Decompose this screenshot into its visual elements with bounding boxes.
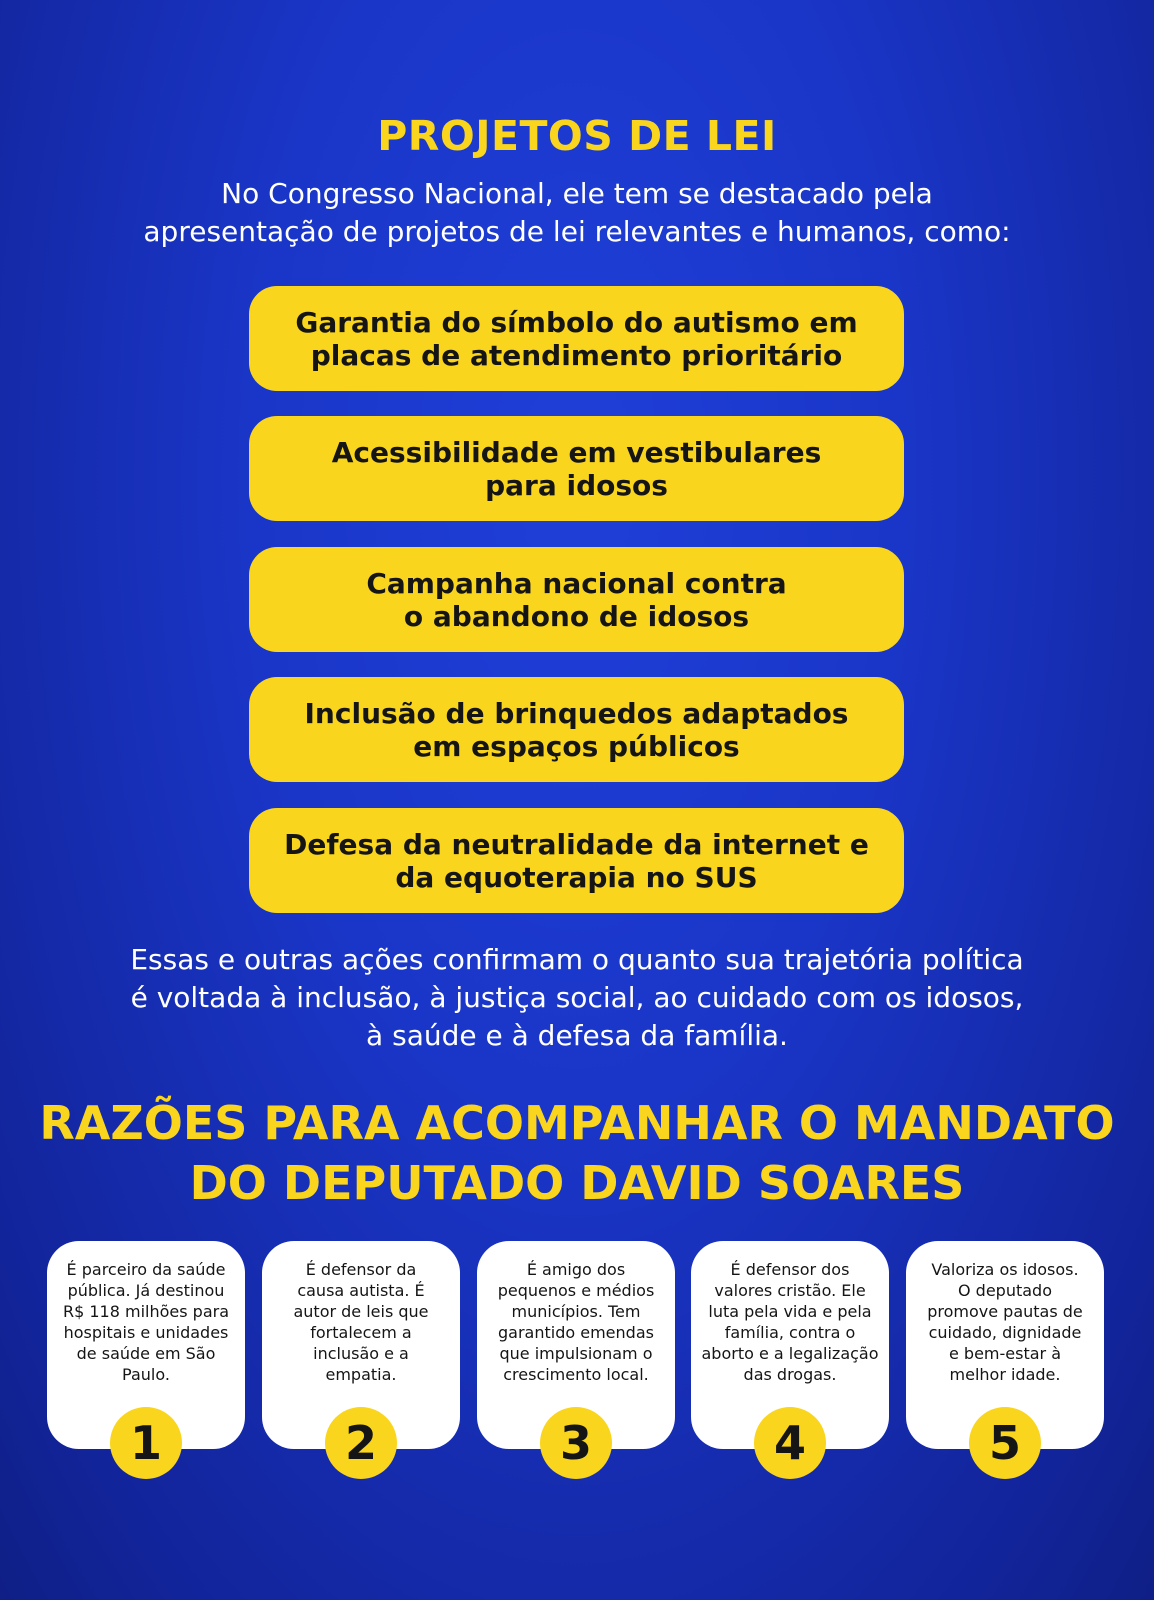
project-item-line: Garantia do símbolo do autismo em <box>295 305 858 339</box>
project-item-net-neutrality <box>249 808 904 913</box>
outro-paragraph <box>80 941 1074 1055</box>
reason-card-line: promove pautas de <box>927 1302 1083 1321</box>
reason-card-line: das drogas. <box>743 1365 837 1384</box>
intro-line: apresentação de projetos de lei relevantes e humanos, como: <box>143 215 1011 248</box>
reason-card-line: Paulo. <box>122 1365 170 1384</box>
reasons-title <box>30 1093 1124 1213</box>
reason-card-text <box>916 1259 1094 1385</box>
reason-number-badge: 4 <box>754 1407 826 1479</box>
reason-card-line: É defensor da <box>305 1260 417 1279</box>
project-item-line: Defesa da neutralidade da internet e <box>284 827 869 861</box>
reason-card-line: fortalecem a <box>310 1323 412 1342</box>
reason-card-line: Valoriza os idosos. <box>931 1260 1079 1279</box>
reasons-title-line: DO DEPUTADO DAVID SOARES <box>189 1156 965 1210</box>
project-item-adapted-toys <box>249 677 904 782</box>
reason-card-line: e bem-estar à <box>948 1344 1061 1363</box>
page-title: PROJETOS DE LEI <box>377 112 777 160</box>
reason-card-line: pública. Já destinou <box>67 1281 225 1300</box>
reasons-title-line: RAZÕES PARA ACOMPANHAR O MANDATO <box>39 1096 1115 1150</box>
reason-card-line: luta pela vida e pela <box>708 1302 872 1321</box>
intro-paragraph <box>100 175 1054 251</box>
reason-card-line: de saúde em São <box>76 1344 216 1363</box>
reason-number-badge: 5 <box>969 1407 1041 1479</box>
reason-card-line: crescimento local. <box>503 1365 649 1384</box>
project-item-line: Inclusão de brinquedos adaptados <box>304 696 849 730</box>
reason-card-line: garantido emendas <box>498 1323 654 1342</box>
reason-card-line: causa autista. É <box>297 1281 425 1300</box>
outro-line: à saúde e à defesa da família. <box>366 1019 788 1052</box>
reason-number-badge: 2 <box>325 1407 397 1479</box>
project-item-line: para idosos <box>485 468 668 502</box>
reason-card-text <box>701 1259 879 1385</box>
reason-number-badge: 3 <box>540 1407 612 1479</box>
project-item-line: Acessibilidade em vestibulares <box>331 435 822 469</box>
reason-card-text <box>487 1259 665 1385</box>
reason-card-line: cuidado, dignidade <box>928 1323 1082 1342</box>
reason-card-line: O deputado <box>958 1281 1052 1300</box>
reason-card-line: inclusão e a <box>313 1344 409 1363</box>
reason-card-text <box>272 1259 450 1385</box>
reason-card-line: que impulsionam o <box>499 1344 653 1363</box>
reason-number-badge: 1 <box>110 1407 182 1479</box>
reason-card-text <box>57 1259 235 1385</box>
intro-line: No Congresso Nacional, ele tem se destacado pela <box>221 177 933 210</box>
reason-card-line: família, contra o <box>724 1323 856 1342</box>
project-item-line: Campanha nacional contra <box>366 566 787 600</box>
reason-card-line: pequenos e médios <box>497 1281 655 1300</box>
project-item-line: em espaços públicos <box>413 729 740 763</box>
reason-card-line: R$ 118 milhões para <box>62 1302 230 1321</box>
reason-card-line: É defensor dos <box>730 1260 850 1279</box>
project-item-elderly-campaign <box>249 547 904 652</box>
outro-line: é voltada à inclusão, à justiça social, ao cuidado com os idosos, <box>130 981 1024 1014</box>
reason-card-line: valores cristão. Ele <box>714 1281 866 1300</box>
reason-card-line: hospitais e unidades <box>63 1323 229 1342</box>
project-item-line: placas de atendimento prioritário <box>310 338 843 372</box>
reason-card-line: empatia. <box>325 1365 397 1384</box>
project-item-autism-symbol <box>249 286 904 391</box>
reason-card-line: É parceiro da saúde <box>66 1260 226 1279</box>
outro-line: Essas e outras ações confirmam o quanto sua trajetória política <box>130 943 1024 976</box>
project-item-line: da equoterapia no SUS <box>395 860 758 894</box>
reason-card-line: municípios. Tem <box>511 1302 641 1321</box>
reason-card-line: aborto e a legalização <box>701 1344 879 1363</box>
reason-card-line: autor de leis que <box>293 1302 429 1321</box>
project-item-line: o abandono de idosos <box>403 599 750 633</box>
reason-card-line: melhor idade. <box>949 1365 1061 1384</box>
project-item-accessibility-exams <box>249 416 904 521</box>
reason-card-line: É amigo dos <box>526 1260 626 1279</box>
